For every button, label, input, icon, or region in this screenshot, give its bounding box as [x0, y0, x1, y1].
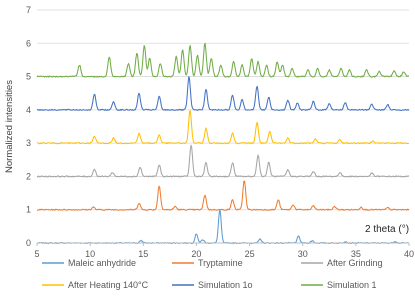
legend-label: Simulation 1	[327, 280, 377, 290]
y-tick-label: 5	[25, 71, 31, 82]
x-tick-label: 15	[138, 249, 149, 259]
legend-label: After Heating 140°C	[68, 280, 149, 290]
legend-label: Tryptamine	[198, 258, 243, 268]
legend-label: Maleic anhydride	[68, 258, 137, 268]
x-tick-label: 10	[85, 249, 96, 259]
series-line-3	[37, 111, 409, 144]
x-tick-label: 40	[403, 249, 415, 259]
x-tick-label: 5	[34, 249, 40, 259]
y-tick-label: 1	[25, 204, 31, 215]
x-tick-label: 20	[191, 249, 202, 259]
series-line-5	[37, 43, 409, 77]
y-tick-label: 4	[25, 104, 31, 115]
series-line-1	[37, 181, 409, 210]
x-tick-label: 30	[297, 249, 308, 259]
legend-label: After Grinding	[327, 258, 383, 268]
series-line-0	[37, 210, 409, 244]
y-axis-label: Normalized intensities	[4, 80, 15, 173]
legend-label: Simulation 1o	[198, 280, 253, 290]
x-tick-label: 35	[350, 249, 361, 259]
series-line-2	[37, 145, 409, 177]
y-tick-label: 2	[25, 171, 31, 182]
x-tick-label: 25	[244, 249, 255, 259]
gridlines	[37, 10, 409, 243]
series-line-4	[37, 77, 409, 111]
y-tick-label: 7	[25, 5, 31, 15]
x-axis-annotation: 2 theta (°)	[365, 224, 410, 235]
y-tick-label: 0	[25, 238, 31, 248]
y-tick-label: 6	[25, 38, 31, 49]
legend	[42, 258, 383, 290]
y-tick-label: 3	[25, 138, 31, 149]
